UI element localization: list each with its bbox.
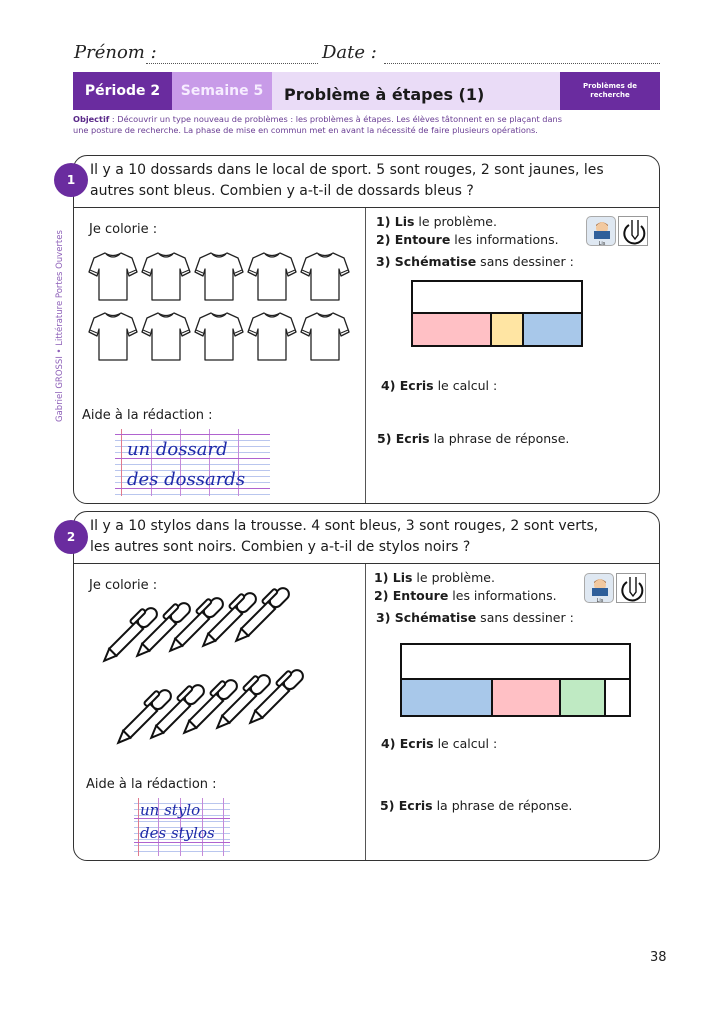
page-title: Problème à étapes (1) <box>272 72 560 110</box>
author-credit: Gabriel GROSSI • Littérature Portes Ouvertes <box>55 230 65 422</box>
tshirt-icon[interactable] <box>194 310 244 366</box>
pen-icon[interactable] <box>240 663 310 737</box>
aide-plural: des dossards <box>127 469 246 490</box>
step-4: 4) Ecris le calcul : <box>381 378 498 393</box>
schema-segment <box>492 314 524 346</box>
schema-parts <box>402 680 629 715</box>
colorie-column <box>74 564 366 860</box>
prenom-field[interactable] <box>146 63 318 64</box>
bar-schema <box>400 643 631 717</box>
statement-line-2: les autres sont noirs. Combien y a-t-il de stylos noirs ? <box>90 539 471 555</box>
schema-segment <box>606 680 629 715</box>
schema-segment <box>402 680 493 715</box>
tshirt-icon[interactable] <box>247 310 297 366</box>
colorie-column <box>74 208 366 503</box>
tshirt-icon[interactable] <box>88 250 138 306</box>
tshirt-grid[interactable] <box>88 250 353 370</box>
header-band <box>73 72 660 110</box>
circle-pencil-icon <box>618 216 648 246</box>
step-2: 2) Entoure les informations. <box>374 588 557 603</box>
objective-text <box>73 114 573 136</box>
schema-segment <box>524 314 581 346</box>
date-label: Date : <box>322 42 377 63</box>
bar-schema <box>411 280 583 347</box>
semaine-label: Semaine 5 <box>172 72 272 110</box>
exercise-number-badge: 2 <box>54 520 88 554</box>
colorie-label: Je colorie : <box>89 222 158 237</box>
step-4: 4) Ecris le calcul : <box>381 736 498 751</box>
problem-statement <box>74 512 659 564</box>
name-date-line <box>74 42 660 68</box>
objective-body: : Découvrir un type nouveau de problèmes : les problèmes à étapes. Les élèves tâtonnent en se plaçant dans une posture de recherche. La phase de mise en commun met en avant la nécessité de faire plusieurs opérations. <box>73 114 562 135</box>
tshirt-icon[interactable] <box>88 310 138 366</box>
step-1: 1) Lis le problème. <box>376 214 497 229</box>
tshirt-icon[interactable] <box>141 310 191 366</box>
colorie-label: Je colorie : <box>89 578 158 593</box>
svg-text:Lis: Lis <box>596 598 604 603</box>
date-field[interactable] <box>384 63 660 64</box>
schema-segment <box>561 680 606 715</box>
category-tag: Problèmes de recherche <box>560 72 660 110</box>
aide-label: Aide à la rédaction : <box>86 777 217 792</box>
statement-line-1: Il y a 10 dossards dans le local de sport. 5 sont rouges, 2 sont jaunes, les <box>90 162 604 178</box>
schema-parts <box>413 314 581 346</box>
tshirt-icon[interactable] <box>247 250 297 306</box>
step-3: 3) Schématise sans dessiner : <box>376 610 574 625</box>
read-icon <box>584 573 614 603</box>
pen-grid[interactable] <box>94 596 334 756</box>
step-5: 5) Ecris la phrase de réponse. <box>377 431 570 446</box>
pen-icon[interactable] <box>226 581 296 655</box>
aide-label: Aide à la rédaction : <box>82 408 213 423</box>
aide-singular: un dossard <box>127 439 228 460</box>
prenom-label: Prénom : <box>74 42 157 63</box>
steps-column <box>366 208 659 503</box>
step-1: 1) Lis le problème. <box>374 570 495 585</box>
aide-plural: des stylos <box>140 824 215 842</box>
handwriting-guide <box>115 429 270 496</box>
tshirt-icon[interactable] <box>300 310 350 366</box>
handwriting-guide <box>134 798 230 856</box>
exercise-number-badge: 1 <box>54 163 88 197</box>
tshirt-icon[interactable] <box>194 250 244 306</box>
exercise-card-2 <box>66 511 660 861</box>
schema-segment <box>493 680 561 715</box>
tshirt-icon[interactable] <box>141 250 191 306</box>
svg-text:Lis: Lis <box>598 241 606 246</box>
problem-statement <box>74 156 659 208</box>
circle-pencil-icon <box>616 573 646 603</box>
step-5: 5) Ecris la phrase de réponse. <box>380 798 573 813</box>
page-number: 38 <box>650 950 667 965</box>
objective-label: Objectif <box>73 114 110 124</box>
tshirt-icon[interactable] <box>300 250 350 306</box>
read-icon <box>586 216 616 246</box>
exercise-card-1 <box>66 155 660 504</box>
schema-segment <box>413 314 492 346</box>
periode-label: Période 2 <box>73 72 172 110</box>
aide-singular: un stylo <box>140 801 201 819</box>
step-2: 2) Entoure les informations. <box>376 232 559 247</box>
statement-line-2: autres sont bleus. Combien y a-t-il de dossards bleus ? <box>90 183 474 199</box>
statement-line-1: Il y a 10 stylos dans la trousse. 4 sont bleus, 3 sont rouges, 2 sont verts, <box>90 518 599 534</box>
schema-total-bar <box>402 645 629 680</box>
steps-column <box>366 564 659 860</box>
schema-total-bar <box>413 282 581 314</box>
step-3: 3) Schématise sans dessiner : <box>376 254 574 269</box>
